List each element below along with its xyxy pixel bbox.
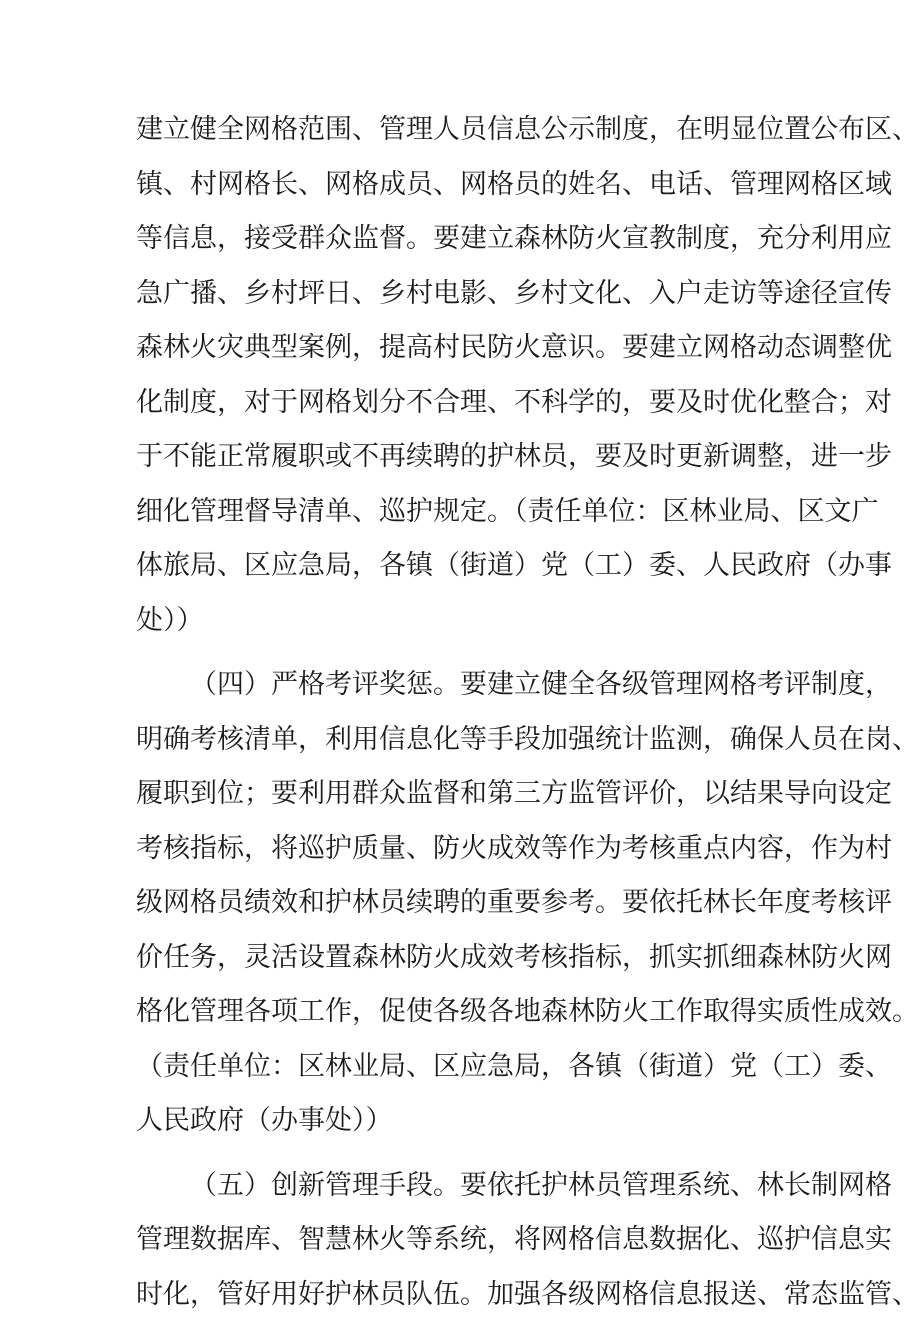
paragraph-gap xyxy=(136,1149,796,1159)
text-line: 价任务，灵活设置森林防火成效考核指标，抓实抓细森林防火网 xyxy=(136,931,796,986)
text-line: 森林火灾典型案例，提高村民防火意识。要建立网格动态调整优 xyxy=(136,321,796,376)
paragraph-grid-publicity xyxy=(136,103,796,648)
text-line: 时化，管好用好护林员队伍。加强各级网格信息报送、常态监管、 xyxy=(136,1268,796,1322)
text-line: 人民政府（办事处）） xyxy=(136,1094,796,1149)
document-body xyxy=(136,103,796,1322)
text-line: 等信息，接受群众监督。要建立森林防火宣教制度，充分利用应 xyxy=(136,212,796,267)
paragraph-management-tools xyxy=(136,1159,796,1322)
text-line: 履职到位；要利用群众监督和第三方监管评价，以结果导向设定 xyxy=(136,767,796,822)
text-line: 管理数据库、智慧林火等系统，将网格信息数据化、巡护信息实 xyxy=(136,1213,796,1268)
text-line: 格化管理各项工作，促使各级各地森林防火工作取得实质性成效。 xyxy=(136,985,796,1040)
text-line: 建立健全网格范围、管理人员信息公示制度，在明显位置公布区、 xyxy=(136,103,796,158)
text-line: 急广播、乡村坪日、乡村电影、乡村文化、入户走访等途径宣传 xyxy=(136,267,796,322)
text-line: 考核指标，将巡护质量、防火成效等作为考核重点内容，作为村 xyxy=(136,822,796,877)
text-line: 处）） xyxy=(136,594,796,649)
text-line: （五）创新管理手段。要依托护林员管理系统、林长制网格 xyxy=(136,1159,796,1214)
text-line: （四）严格考评奖惩。要建立健全各级管理网格考评制度， xyxy=(136,658,796,713)
text-line: 细化管理督导清单、巡护规定。（责任单位：区林业局、区文广 xyxy=(136,485,796,540)
paragraph-gap xyxy=(136,648,796,658)
text-line: 化制度，对于网格划分不合理、不科学的，要及时优化整合；对 xyxy=(136,376,796,431)
text-line: 级网格员绩效和护林员续聘的重要参考。要依托林长年度考核评 xyxy=(136,876,796,931)
text-line: （责任单位：区林业局、区应急局，各镇（街道）党（工）委、 xyxy=(136,1040,796,1095)
text-line: 镇、村网格长、网格成员、网格员的姓名、电话、管理网格区域 xyxy=(136,158,796,213)
text-line: 于不能正常履职或不再续聘的护林员，要及时更新调整，进一步 xyxy=(136,430,796,485)
paragraph-assessment xyxy=(136,658,796,1149)
text-line: 明确考核清单，利用信息化等手段加强统计监测，确保人员在岗、 xyxy=(136,713,796,768)
text-line: 体旅局、区应急局，各镇（街道）党（工）委、人民政府（办事 xyxy=(136,539,796,594)
